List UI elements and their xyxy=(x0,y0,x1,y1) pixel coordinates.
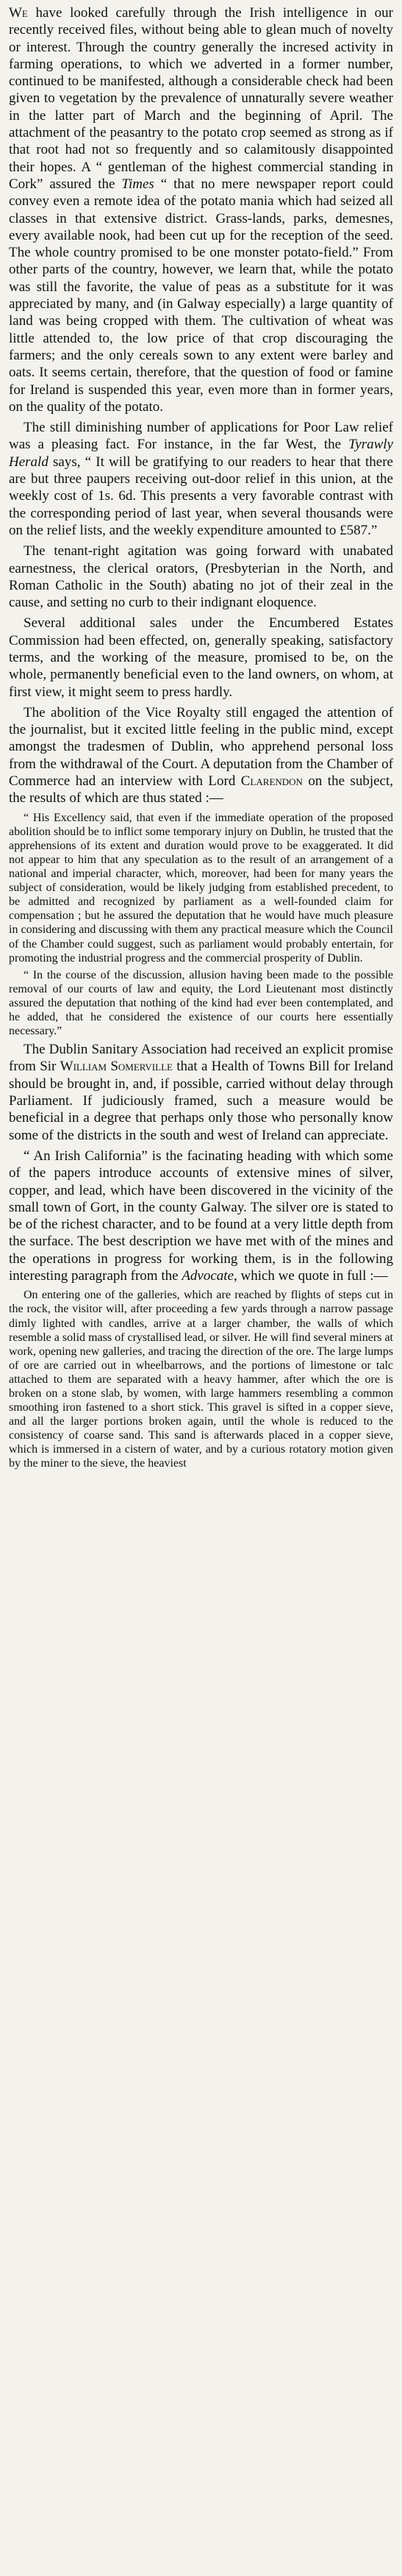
advocate-title: Advocate xyxy=(182,1268,234,1284)
quote-his-excellency: “ His Excellency said, that even if the immediate operation of the proposed abolition should be to inflict some temporary injury on Dublin, he trusted that the apprehensions of its extent and duration would prove to be exaggerated. It did not appear to him that any speculation as to the result of an arrangement of a national and imperial character, which, moreover, had been for many years the subject of consideration, would be likely judging from established precedent, to be admitted and recognized by parliament as a well-founded claim for compensation ; but he assured the deputation that he would have much pleasure in considering and discussing with them any practical measure which the Council of the Chamber could suggest, such as parliament would probably entertain, for promoting the industrial progress and the commercial prosperity of Dublin. xyxy=(9,811,393,965)
quote-mines-description: On entering one of the galleries, which are reached by flights of steps cut in the rock, the visitor will, after proceeding a few yards through a narrow passage dimly lighted with candles, arrive at a larger chamber, the walls of which resemble a solid mass of crystallised lead, or silver. He will find several miners at work, opening new galleries, and tracing the direction of the ore. The large lumps of ore are carried out in wheelbarrows, and the portions of limestone or talc attached to them are separated with a heavy hammer, after which the ore is broken on a stone slab, by women, with large hammers resembling a common smoothing iron fastened to a short stick. This gravel is sifted in a copper sieve, and all the larger portions broken again, until the whole is reduced to the consistency of coarse sand. This sand is afterwards placed in a copper sieve, which is immersed in a cistern of water, and by a curious rotatory motion given by the miner to the sieve, the heaviest xyxy=(9,1289,393,1470)
times-title: Times xyxy=(121,176,154,192)
paragraph-poor-law: The still diminishing number of applications for Poor Law relief was a pleasing fact. For instance, in the far West, the Tyrawly Herald says, “ It will be gratifying to our readers to hear that there are but three paupers receiving out-door relief in this union, at the weekly cost of 1s. 6d. This presents a very favorable contrast with the corresponding period of last year, when several thousands were on the relief lists, and the weekly expenditure amounted to £587.” xyxy=(9,420,393,538)
paragraph-vice-royalty: The abolition of the Vice Royalty still engaged the attention of the journalist, but it excited little feeling in the public mind, except amongst the tradesmen of Dublin, who apprehend personal loss from the withdrawal of the Court. A deputation from the Chamber of Commerce had an interview with Lord Clarendon on the subject, the results of which are thus stated :— xyxy=(9,704,394,806)
quote-courts-of-law: “ In the course of the discussion, allusion having been made to the possible removal of our courts of law and equity, the Lord Lieutenant most distinctly assured the deputation that nothing of the kind had ever been contemplated, and he added, that he considered the existence of our courts here essentially necessary.” xyxy=(9,968,393,1038)
william-somerville: William Somerville xyxy=(60,1059,173,1075)
paragraph-irish-california: “ An Irish California” is the facinating heading with which some of the papers introduce accounts of extensive mines of silver, copper, and lead, which have been discovered in the vicinity of the small town of Gort, in the county Galway. The silver ore is stated to be of the richest character, and to be found at a very little depth from the surface. The best description we have met with of the mines and the operations in progress for working them, is in the following interesting paragraph from the Advocate, which we quote in full :— xyxy=(9,1148,393,1284)
lord-clarendon: Clarendon xyxy=(240,773,303,790)
drop-cap: We xyxy=(9,5,28,21)
paragraph-encumbered-estates: Several additional sales under the Encumbered Estates Commission had been effected, on, generally speaking, satisfactory terms, and the working of the measure, promised to be, on the whole, permanently beneficial even to the land owners, on whom, at first view, it might seem to press hardly. xyxy=(9,615,393,700)
paragraph-potato-crop: We have looked carefully through the Irish intelligence in our recently received files, without being able to glean much of novelty or interest. Through the country generally the incresed activity in farming operations, to which we adverted in a former number, continued to be manifested, although a considerable check had been given to vegetation by the prevalence of unnaturally severe weather in the latter part of March and the beginning of April. The attachment of the peasantry to the potato crop seemed as strong as if that root had not so frequently and so calamitously disappointed their hopes. A “ gentleman of the highest commercial standing in Cork” assured the Times “ that no mere newspaper report could convey even a remote idea of the potato mania which had seized all classes in that extensive district. Grass-lands, parks, demesnes, every available nook, had been cut up for the reception of the seed. The whole country promised to be one monster potato-field.” From other parts of the country, however, we learn that, while the potato was still the favorite, the value of peas as a substitute for it was appreciated by many, and (in Galway especially) a large quantity of land was being cropped with them. The cultivation of wheat was little attended to, the low price of that crop discouraging the farmers; and the only cereals sown to any extent were barley and oats. It seems certain, therefore, that the question of food or famine for Ireland is suspended this year, even more than in former years, on the quality of the potato. xyxy=(9,5,393,415)
tyrawly-herald-title: Tyrawly Herald xyxy=(9,437,393,470)
paragraph-sanitary-association: The Dublin Sanitary Association had received an explicit promise from Sir William Somerville that a Health of Towns Bill for Ireland should be brought in, and, if possible, carried without delay through Parliament. If judiciously framed, such a measure would be beneficial in a degree that perhaps only those who personally know some of the districts in the south and west of Ireland can appreciate. xyxy=(9,1042,393,1143)
paragraph-tenant-right: The tenant-right agitation was going forward with unabated earnestness, the clerical orators, (Presbyterian in the North, and Roman Catholic in the South) abating no jot of their zeal in the cause, and setting no curb to their indignant eloquence. xyxy=(9,543,393,611)
